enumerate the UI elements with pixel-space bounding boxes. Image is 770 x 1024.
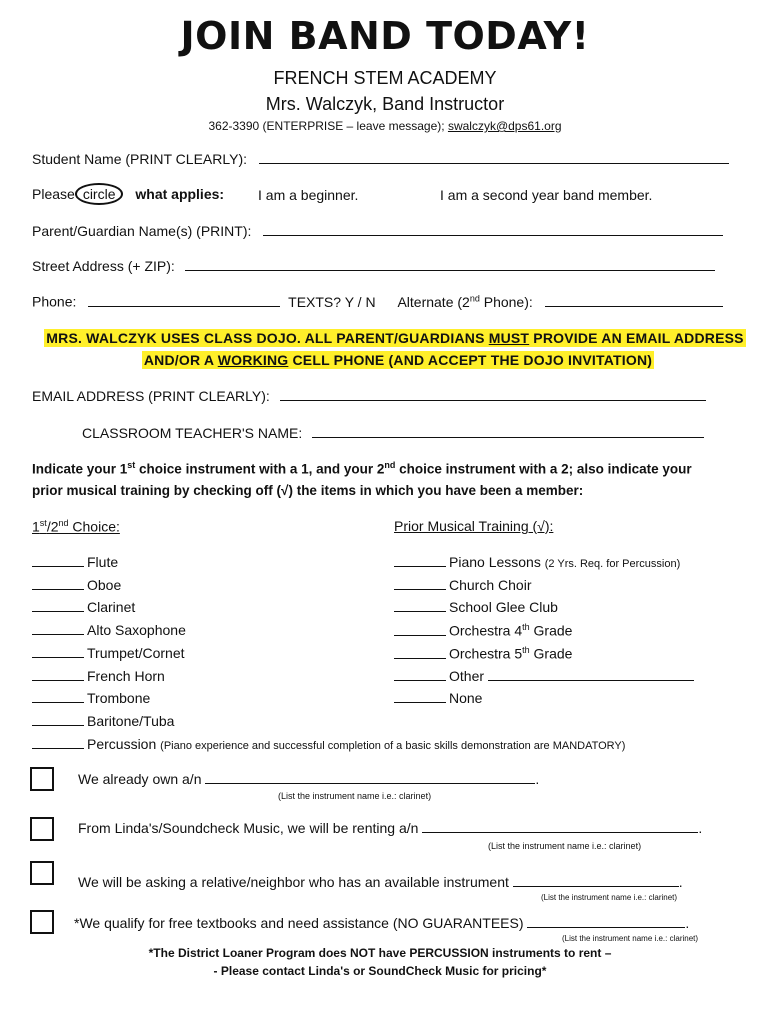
address-field[interactable] [185,258,715,271]
rent-instrument-row: From Linda's/Soundcheck Music, we will be renting a/n . [78,820,703,836]
rent-instrument-hint: (List the instrument name i.e.: clarinet) [488,841,642,851]
training-heading: Prior Musical Training (√): [394,518,554,534]
relative-instrument-checkbox[interactable] [30,861,54,885]
training-piano[interactable]: Piano Lessons (2 Yrs. Req. for Percussion) [394,554,680,570]
alternate-phone-field[interactable] [545,294,723,307]
rent-instrument-checkbox[interactable] [30,817,54,841]
circle-row [32,183,224,205]
relative-instrument-field[interactable] [513,874,679,887]
training-none[interactable]: None [394,690,482,706]
contact-line [0,119,770,133]
please-label: Please [32,186,75,202]
email-label: EMAIL ADDRESS (PRINT CLEARLY): [32,388,270,404]
student-name-row [32,151,729,167]
instrument-french-horn[interactable]: French Horn [32,668,165,684]
classroom-teacher-label: CLASSROOM TEACHER'S NAME: [82,425,303,441]
assistance-checkbox[interactable] [30,910,54,934]
percussion-note: (Piano experience and successful completion of a basic skills demonstration are MANDATORY) [160,740,626,752]
own-instrument-hint: (List the instrument name i.e.: clarinet) [278,791,432,801]
email-row [32,388,706,404]
instrument-percussion[interactable]: Percussion (Piano experience and successful completion of a basic skills demonstration are MANDATORY) [32,736,625,752]
student-name-field[interactable] [259,151,729,164]
instructions-line2: prior musical training by checking off (√) the items in which you have been a member: [32,483,584,498]
beginner-option[interactable]: I am a beginner. [258,187,359,203]
footer-pricing-note: - Please contact Linda's or SoundCheck Music for pricing* [213,964,547,978]
own-instrument-field[interactable] [205,771,535,784]
parent-name-label: Parent/Guardian Name(s) (PRINT): [32,223,252,239]
alternate-phone-label: Alternate (2nd Phone): [397,293,533,310]
instrument-oboe[interactable]: Oboe [32,577,121,593]
assistance-field[interactable] [527,915,685,928]
address-label: Street Address (+ ZIP): [32,258,175,274]
instrument-alto-saxophone[interactable]: Alto Saxophone [32,622,186,638]
contact-email-link[interactable]: swalczyk@dps61.org [447,119,562,133]
training-orchestra-5[interactable]: Orchestra 5th Grade [394,645,572,662]
own-instrument-row: We already own a/n . [78,771,540,787]
rent-instrument-field[interactable] [422,820,698,833]
assistance-hint: (List the instrument name i.e.: clarinet) [562,934,699,943]
phone-label: Phone: [32,293,77,310]
classroom-teacher-row [82,425,704,441]
assistance-row: *We qualify for free textbooks and need assistance (NO GUARANTEES) . [74,915,690,931]
training-other[interactable]: Other [394,668,694,684]
classroom-teacher-field[interactable] [312,425,704,438]
page-title: JOIN BAND TODAY! [180,14,590,58]
relative-instrument-hint: (List the instrument name i.e.: clarinet) [541,893,678,902]
phone-field[interactable] [88,294,280,307]
contact-phone: 362-3390 (ENTERPRISE – leave message); [208,119,445,133]
second-year-option[interactable]: I am a second year band member. [440,187,653,203]
dojo-notice-line1: MRS. WALCZYK USES CLASS DOJO. ALL PARENT/GUARDIANS MUST PROVIDE AN EMAIL ADDRESS [46,330,744,346]
address-row [32,258,715,274]
own-instrument-checkbox[interactable] [30,767,54,791]
instrument-trumpet-cornet[interactable]: Trumpet/Cornet [32,645,185,661]
email-field[interactable] [280,388,706,401]
texts-label[interactable]: TEXTS? Y / N [288,293,376,310]
footer-loaner-note: *The District Loaner Program does NOT have PERCUSSION instruments to rent – [148,946,612,960]
instrument-flute[interactable]: Flute [32,554,118,570]
dojo-notice-line2: AND/OR A WORKING CELL PHONE (AND ACCEPT THE DOJO INVITATION) [143,352,653,368]
instructions-line1: Indicate your 1st choice instrument with a 1, and your 2nd choice instrument with a 2; also indicate your [32,460,692,477]
what-applies-label: what applies: [135,186,225,202]
instrument-trombone[interactable]: Trombone [32,690,150,706]
relative-instrument-row: We will be asking a relative/neighbor who has an available instrument . [78,874,683,890]
training-church-choir[interactable]: Church Choir [394,577,531,593]
circle-word: circle [75,183,124,205]
instrument-clarinet[interactable]: Clarinet [32,599,135,615]
band-instructor: Mrs. Walczyk, Band Instructor [265,94,505,114]
student-name-label: Student Name (PRINT CLEARLY): [32,151,248,167]
training-glee-club[interactable]: School Glee Club [394,599,558,615]
instrument-baritone-tuba[interactable]: Baritone/Tuba [32,713,174,729]
training-orchestra-4[interactable]: Orchestra 4th Grade [394,622,572,639]
school-name: FRENCH STEM ACADEMY [273,68,497,88]
choice-heading: 1st/2nd Choice: [32,518,120,535]
parent-name-row [32,223,723,239]
phone-row [32,293,723,310]
parent-name-field[interactable] [263,223,723,236]
training-other-field[interactable] [488,668,694,681]
